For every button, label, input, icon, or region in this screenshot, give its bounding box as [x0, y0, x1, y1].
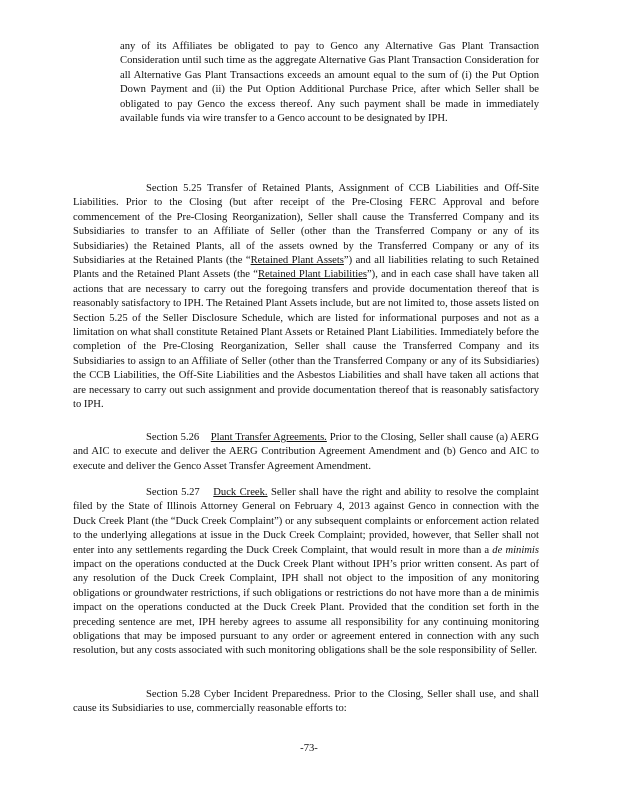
paragraph-text: any of its Affiliates be obligated to pay to Genco any Alternative Gas Plant Transaction Consideration until such time as the aggregate Alternative Gas Plant Transaction Consideration for all Alternative Gas Plant Transactions exceeds an amount equal to the sum of (i) the Put Option Down Payment and (ii) the Put Option Additional Purchase Price, after which Seller shall be obligated to pay Genco the excess thereof. Any such payment shall be made in immediately available funds via wire transfer to a Genco account to be designated by IPH.: [120, 41, 539, 125]
section-5-27-text: impact on the operations conducted at the Duck Creek Plant without IPH’s prior written consent. As part of any resolution of the Duck Creek Complaint, IPH shall not object to the imposition of any monitoring obligations or groundwater restrictions, if such obligations or restrictions do not have more than a de minimis impact on the operations conducted at the Duck Creek Plant. Provided that the condition set forth in the preceding sentence are met, IPH hereby agrees to assume all responsibility for any continuing monitoring obligations that may be imposed pursuant to any order or agreement entered in connection with any such resolution, but any costs associated with such monitoring obligations shall be the sole responsibility of Seller.: [73, 559, 539, 657]
section-5-28-text: Prior to the Closing, Seller shall use, and shall cause its Subsidiaries to use, commercially reasonable efforts to:: [73, 689, 539, 715]
section-5-26-title: Plant Transfer Agreements.: [210, 432, 327, 443]
paragraph-continuation: [120, 40, 539, 126]
term-de-minimis: de minimis: [492, 544, 539, 556]
section-5-27-text: Seller shall have the right and ability to resolve the complaint filed by the State of Illinois Attorney General on February 4, 2013 against Genco in connection with the Duck Creek Plant (the “Duck Creek Complaint”) or any subsequent complaints or enforcement action related to the underlying allegations at issue in the Duck Creek Complaint; provided, however, that Seller shall not enter into any settlements regarding the Duck Creek Complaint, that would result in more than a: [73, 487, 540, 556]
section-5-27-number: Section 5.27: [146, 487, 200, 498]
defined-term-retained-plant-liabilities: Retained Plant Liabilities: [257, 269, 367, 281]
section-5-25-text: Prior to the Closing (but after receipt of the Pre-Closing FERC Approval and before commencement of the Pre-Closing Reorganization), Seller shall cause the Transferred Company and its Subsidiaries to transfer to an Affiliate of Seller (other than the Transferred Company or any of its Subsidiaries) the Retained Plants, all of the assets owned by the Transferred Company or any of its Subsidiaries at the Retained Plants (the “: [73, 197, 539, 267]
defined-term-retained-plant-assets: Retained Plant Assets: [250, 255, 344, 267]
section-5-28: [73, 688, 539, 717]
section-5-28-heading: Section 5.28 Cyber Incident Preparedness.: [146, 689, 331, 700]
section-5-26-text: Prior to the Closing, Seller shall cause (a) AERG and AIC to execute and deliver the AERG Contribution Agreement Amendment and (b) Genco and AIC to execute and deliver the Genco Asset Transfer Agreement Amendment.: [73, 432, 540, 472]
section-5-27-title: Duck Creek.: [213, 487, 268, 498]
page-number: -73-: [300, 743, 318, 754]
section-5-25: [73, 182, 539, 413]
section-5-26: [73, 431, 539, 474]
section-5-25-heading: Section 5.25 Transfer of Retained Plants, Assignment of CCB Liabilities and Off-Site Liabilities.: [73, 183, 539, 209]
section-5-25-text: ”) and all liabilities relating to such Retained Plants and the Retained Plant Assets (the “: [73, 255, 540, 281]
section-5-27: [73, 486, 539, 659]
section-5-26-number: Section 5.26: [146, 432, 200, 443]
section-5-25-text: ”), and in each case shall have taken all actions that are necessary to carry out the foregoing transfers and provide documentation thereof that is reasonably satisfactory to IPH. The Retained Plant Assets include, but are not limited to, those assets listed on Section 5.25 of the Seller Disclosure Schedule, which are listed for informational purposes and not as a limitation on what shall constitute Retained Plant Assets or Retained Plant Liabilities. Immediately before the completion of the Pre-Closing Reorganization, Seller shall cause the Transferred Company and its Subsidiaries to assign to an Affiliate of Seller (other than the Transferred Company or any of its Subsidiaries) the CCB Liabilities, the Off-Site Liabilities and the Asbestos Liabilities and shall have taken all actions that are necessary to carry out such assignment and provide documentation thereof that is reasonably satisfactory to IPH.: [73, 269, 539, 411]
